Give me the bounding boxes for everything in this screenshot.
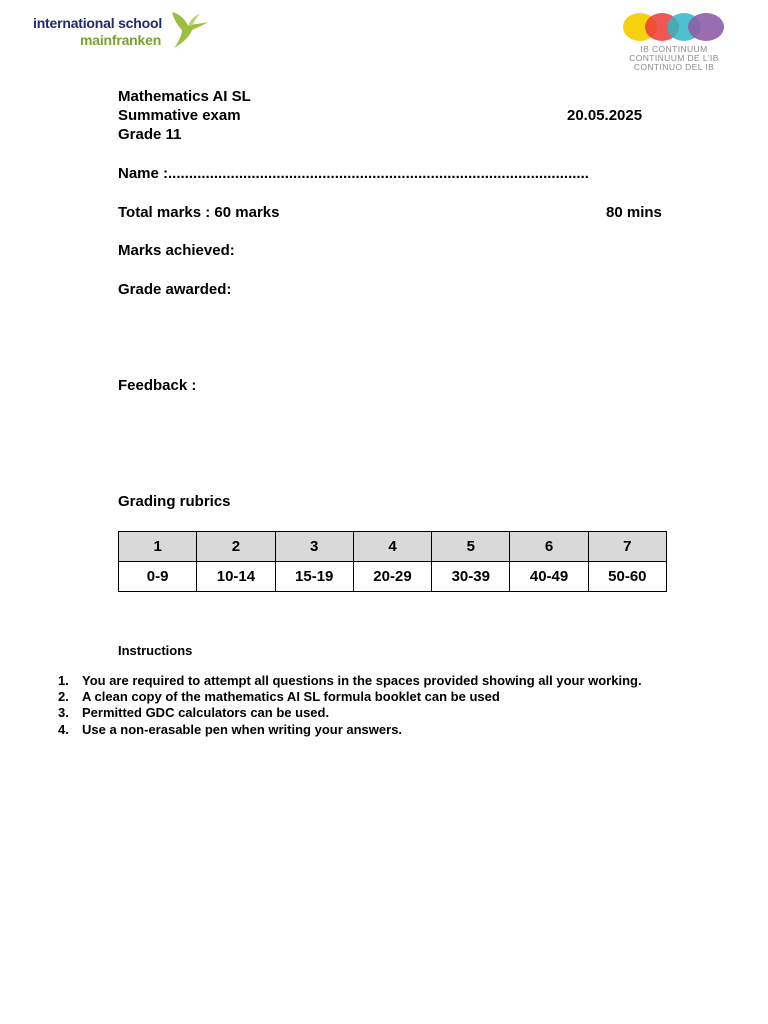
range-cell: 20-29 bbox=[353, 562, 431, 592]
hummingbird-icon bbox=[166, 8, 212, 52]
instructions-list bbox=[58, 673, 642, 738]
ib-circles-icon bbox=[620, 10, 728, 42]
ib-logo-line1: IB CONTINUUM bbox=[640, 44, 708, 54]
instructions-title: Instructions bbox=[118, 643, 193, 658]
instruction-number: 4. bbox=[58, 721, 69, 737]
ib-continuum-logo bbox=[618, 10, 730, 72]
grade-awarded-label: Grade awarded: bbox=[118, 281, 232, 298]
instruction-item bbox=[58, 689, 642, 705]
name-field: Name :..................................................................................................... bbox=[118, 165, 589, 182]
range-cell: 10-14 bbox=[197, 562, 275, 592]
exam-type: Summative exam bbox=[118, 107, 241, 124]
grade-cell: 7 bbox=[588, 532, 666, 562]
instruction-text: You are required to attempt all questions in the spaces provided showing all your working. bbox=[82, 673, 642, 688]
feedback-label: Feedback : bbox=[118, 377, 197, 394]
ib-logo-line2: CONTINUUM DE L'IB bbox=[629, 53, 719, 63]
marks-achieved-label: Marks achieved: bbox=[118, 242, 235, 259]
grade-cell: 1 bbox=[119, 532, 197, 562]
instruction-text: Permitted GDC calculators can be used. bbox=[82, 705, 330, 721]
total-marks: Total marks : 60 marks bbox=[118, 204, 280, 221]
instruction-text: Use a non-erasable pen when writing your answers. bbox=[82, 721, 403, 737]
instruction-number: 2. bbox=[58, 689, 69, 705]
subject-title: Mathematics AI SL bbox=[118, 88, 251, 105]
instruction-number: 3. bbox=[58, 705, 69, 721]
school-name-line2: mainfranken bbox=[80, 32, 162, 48]
grade-cell: 3 bbox=[275, 532, 353, 562]
grading-rubric-table bbox=[118, 531, 667, 592]
range-cell: 0-9 bbox=[119, 562, 197, 592]
range-cell: 15-19 bbox=[275, 562, 353, 592]
range-cell: 30-39 bbox=[432, 562, 510, 592]
instruction-item bbox=[58, 705, 642, 721]
grade-row bbox=[119, 532, 667, 562]
instruction-item bbox=[58, 673, 642, 689]
range-cell: 50-60 bbox=[588, 562, 666, 592]
school-logo bbox=[26, 2, 218, 54]
ib-logo-line3: CONTINUO DEL IB bbox=[633, 62, 715, 72]
exam-date: 20.05.2025 bbox=[567, 107, 643, 124]
grade-level: Grade 11 bbox=[118, 126, 182, 143]
grade-cell: 2 bbox=[197, 532, 275, 562]
instruction-number: 1. bbox=[58, 673, 69, 688]
instruction-item bbox=[58, 722, 642, 738]
exam-duration: 80 mins bbox=[606, 204, 662, 221]
grade-cell: 5 bbox=[432, 532, 510, 562]
grade-cell: 4 bbox=[353, 532, 431, 562]
range-row bbox=[119, 562, 667, 592]
grading-rubrics-title: Grading rubrics bbox=[118, 493, 231, 510]
school-name-line1: international school bbox=[33, 15, 163, 31]
instruction-text: A clean copy of the mathematics AI SL formula booklet can be used bbox=[82, 689, 500, 705]
grade-cell: 6 bbox=[510, 532, 588, 562]
range-cell: 40-49 bbox=[510, 562, 588, 592]
